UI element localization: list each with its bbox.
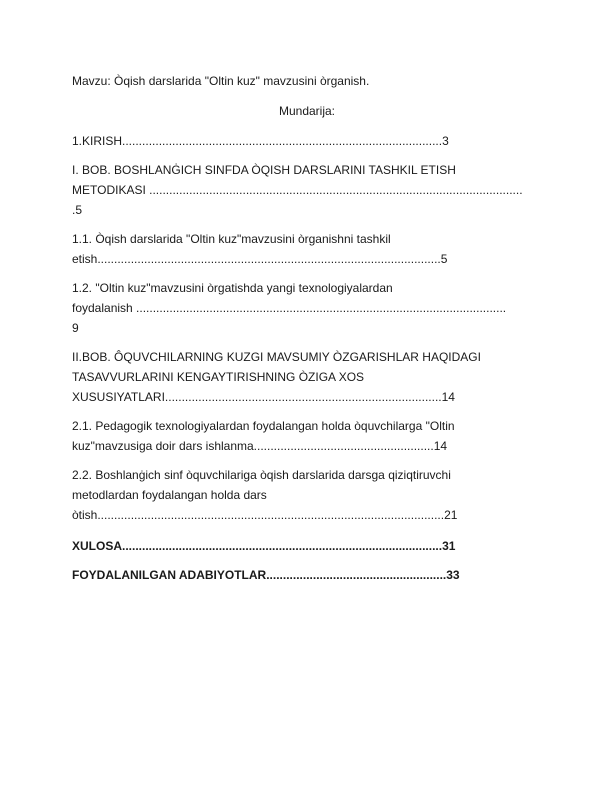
toc-entry-chapter-2-line-2: TASAVVURLARINI KENGAYTIRISHNING ÒZIGA XOS bbox=[72, 370, 365, 384]
topic-line: Mavzu: Òqish darslarida "Oltin kuz" mavzusini òrganish. bbox=[72, 74, 370, 88]
toc-entry-introduction: 1.KIRISH................................................................................................3 bbox=[72, 134, 449, 148]
toc-entry-section-2-1-line-2: kuz"mavzusiga doir dars ishlanma......................................................14 bbox=[72, 439, 448, 453]
toc-entry-section-1-2-line-3: 9 bbox=[72, 321, 79, 335]
toc-entry-section-2-2-line-2: metodlardan foydalangan holda dars bbox=[72, 488, 267, 502]
toc-entry-section-2-2-line-1: 2.2. Boshlanġich sinf òquvchilariga òqish darslarida darsga qiziqtiruvchi bbox=[72, 468, 451, 482]
toc-entry-section-1-2-line-1: 1.2. "Oltin kuz"mavzusini òrgatishda yangi texnologiyalardan bbox=[72, 281, 393, 295]
toc-entry-references: FOYDALANILGAN ADABIYOTLAR......................................................33 bbox=[72, 568, 460, 582]
toc-entry-chapter-1-line-1: I. BOB. BOSHLANĠICH SINFDA ÒQISH DARSLARINI TASHKIL ETISH bbox=[72, 163, 456, 177]
toc-entry-chapter-2-line-1: II.BOB. ÔQUVCHILARNING KUZGI MAVSUMIY ÒZGARISHLAR HAQIDAGI bbox=[72, 350, 481, 364]
toc-entry-section-1-2-line-2: foydalanish ............................................................................................................... bbox=[72, 301, 507, 315]
toc-entry-conclusion: XULOSA................................................................................................31 bbox=[72, 539, 456, 553]
contents-heading: Mundarija: bbox=[278, 104, 336, 118]
toc-entry-chapter-2-line-3: XUSUSIYATLARI...................................................................................14 bbox=[72, 390, 455, 404]
toc-entry-chapter-1-line-3: .5 bbox=[72, 203, 83, 217]
toc-entry-section-1-1-line-1: 1.1. Òqish darslarida "Oltin kuz"mavzusini òrganishni tashkil bbox=[72, 232, 391, 246]
toc-entry-chapter-1-line-2: METODIKASI ................................................................................................................ bbox=[72, 183, 523, 197]
toc-entry-section-2-2-line-3: òtish........................................................................................................21 bbox=[72, 508, 458, 522]
toc-entry-section-1-1-line-2: etish.......................................................................................................5 bbox=[72, 252, 448, 266]
toc-entry-section-2-1-line-1: 2.1. Pedagogik texnologiyalardan foydalangan holda òquvchilarga "Oltin bbox=[72, 419, 455, 433]
